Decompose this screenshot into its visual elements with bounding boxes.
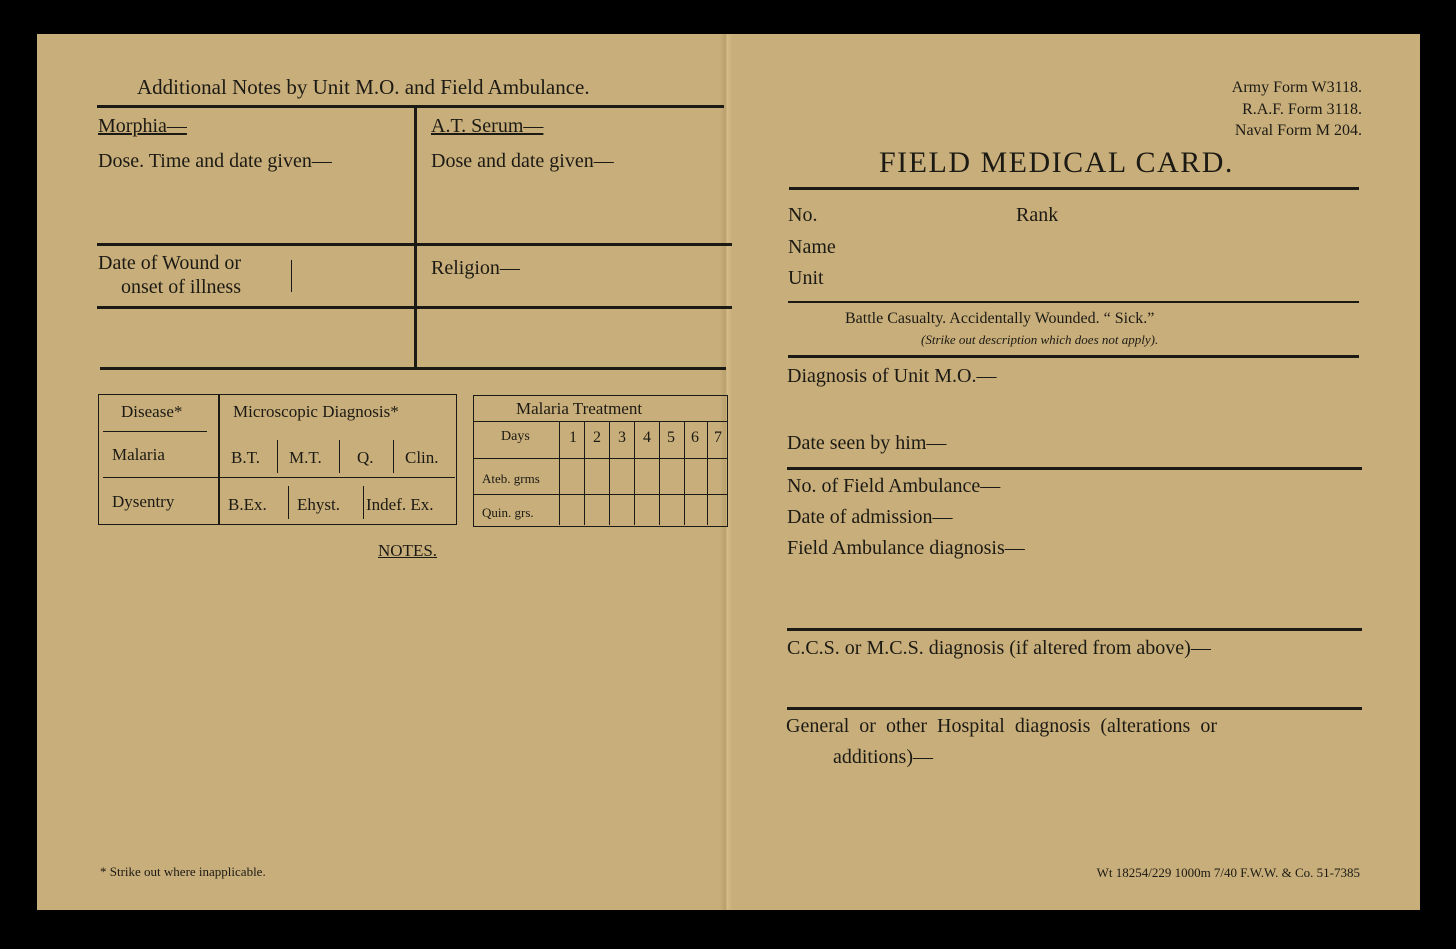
- divider: [787, 628, 1362, 631]
- date-of-admission: Date of admission—: [787, 506, 953, 528]
- bex-cell: B.Ex.: [228, 495, 267, 514]
- table-divider: [339, 440, 340, 473]
- table-divider: [474, 421, 727, 422]
- day-2: 2: [593, 429, 601, 446]
- quin-label: Quin. grs.: [482, 505, 534, 520]
- ehyst-cell: Ehyst.: [297, 495, 340, 514]
- ateb-label: Ateb. grms: [482, 471, 540, 486]
- divider: [789, 187, 1359, 190]
- table-divider: [218, 394, 220, 525]
- serum-dose: Dose and date given—: [431, 150, 614, 172]
- divider: [97, 105, 724, 108]
- table-divider: [659, 422, 660, 525]
- divider: [787, 707, 1362, 710]
- days-label: Days: [501, 429, 530, 444]
- malaria-treatment-title: Malaria Treatment: [516, 399, 643, 418]
- microscopic-header: Microscopic Diagnosis*: [233, 402, 399, 421]
- printer-note: Wt 18254/229 1000m 7/40 F.W.W. & Co. 51-7385: [1096, 865, 1360, 880]
- left-header: Additional Notes by Unit M.O. and Field Ambulance.: [137, 75, 590, 99]
- divider: [788, 355, 1359, 358]
- casualty-options: Battle Casualty. Accidentally Wounded. “ Sick.”: [845, 310, 1155, 327]
- table-divider: [609, 422, 610, 525]
- brace-mark: [291, 260, 292, 292]
- casualty-instruction: (Strike out description which does not apply).: [921, 332, 1159, 347]
- table-divider: [288, 486, 289, 519]
- illness-onset-label: onset of illness: [121, 276, 241, 298]
- rank-label: Rank: [1016, 204, 1059, 226]
- general-hospital-additions: additions)—: [833, 746, 933, 768]
- divider: [100, 367, 726, 370]
- table-divider: [103, 477, 455, 478]
- day-1: 1: [569, 429, 577, 446]
- day-7: 7: [714, 429, 722, 446]
- divider: [97, 306, 732, 309]
- table-divider: [474, 458, 727, 459]
- table-divider: [584, 422, 585, 525]
- religion-label: Religion—: [431, 257, 520, 279]
- disease-header: Disease*: [121, 402, 183, 421]
- unit-label: Unit: [788, 267, 824, 289]
- page-title: FIELD MEDICAL CARD.: [879, 146, 1234, 179]
- table-divider: [363, 486, 364, 519]
- table-divider: [474, 494, 727, 495]
- army-form-number: Army Form W3118.: [1231, 79, 1362, 96]
- ccs-diagnosis: C.C.S. or M.C.S. diagnosis (if altered from above)—: [787, 637, 1211, 659]
- field-medical-card: [37, 34, 1420, 910]
- general-hospital-diagnosis: General or other Hospital diagnosis (alterations or: [786, 715, 1217, 737]
- naval-form-number: Naval Form M 204.: [1234, 122, 1362, 139]
- q-cell: Q.: [357, 448, 374, 467]
- name-label: Name: [788, 236, 836, 258]
- table-divider: [684, 422, 685, 525]
- table-divider: [707, 422, 708, 525]
- field-ambulance-diagnosis: Field Ambulance diagnosis—: [787, 537, 1025, 559]
- mt-cell: M.T.: [289, 448, 322, 467]
- raf-form-number: R.A.F. Form 3118.: [1242, 101, 1362, 118]
- day-5: 5: [667, 429, 675, 446]
- clin-cell: Clin.: [405, 448, 439, 467]
- day-6: 6: [691, 429, 699, 446]
- footnote: * Strike out where inapplicable.: [100, 864, 266, 879]
- morphia-dose: Dose. Time and date given—: [98, 150, 332, 172]
- no-label: No.: [788, 204, 818, 226]
- serum-label: A.T. Serum—: [431, 115, 544, 137]
- divider: [97, 243, 732, 246]
- malaria-label: Malaria: [112, 445, 165, 464]
- table-divider: [393, 440, 394, 473]
- wound-date-label: Date of Wound or: [98, 252, 241, 274]
- bt-cell: B.T.: [231, 448, 260, 467]
- table-divider: [277, 440, 278, 473]
- morphia-label: Morphia—: [98, 115, 187, 137]
- table-divider: [103, 431, 207, 432]
- dysentry-label: Dysentry: [112, 492, 175, 511]
- day-3: 3: [618, 429, 626, 446]
- day-4: 4: [643, 429, 651, 446]
- field-ambulance-number: No. of Field Ambulance—: [787, 475, 1001, 497]
- notes-label: NOTES.: [378, 541, 438, 560]
- table-divider: [559, 422, 560, 525]
- divider: [787, 467, 1362, 470]
- table-divider: [634, 422, 635, 525]
- divider: [414, 106, 417, 368]
- date-seen: Date seen by him—: [787, 432, 947, 454]
- divider: [788, 301, 1359, 303]
- unit-mo-diagnosis: Diagnosis of Unit M.O.—: [787, 365, 997, 387]
- indef-ex-cell: Indef. Ex.: [366, 495, 434, 514]
